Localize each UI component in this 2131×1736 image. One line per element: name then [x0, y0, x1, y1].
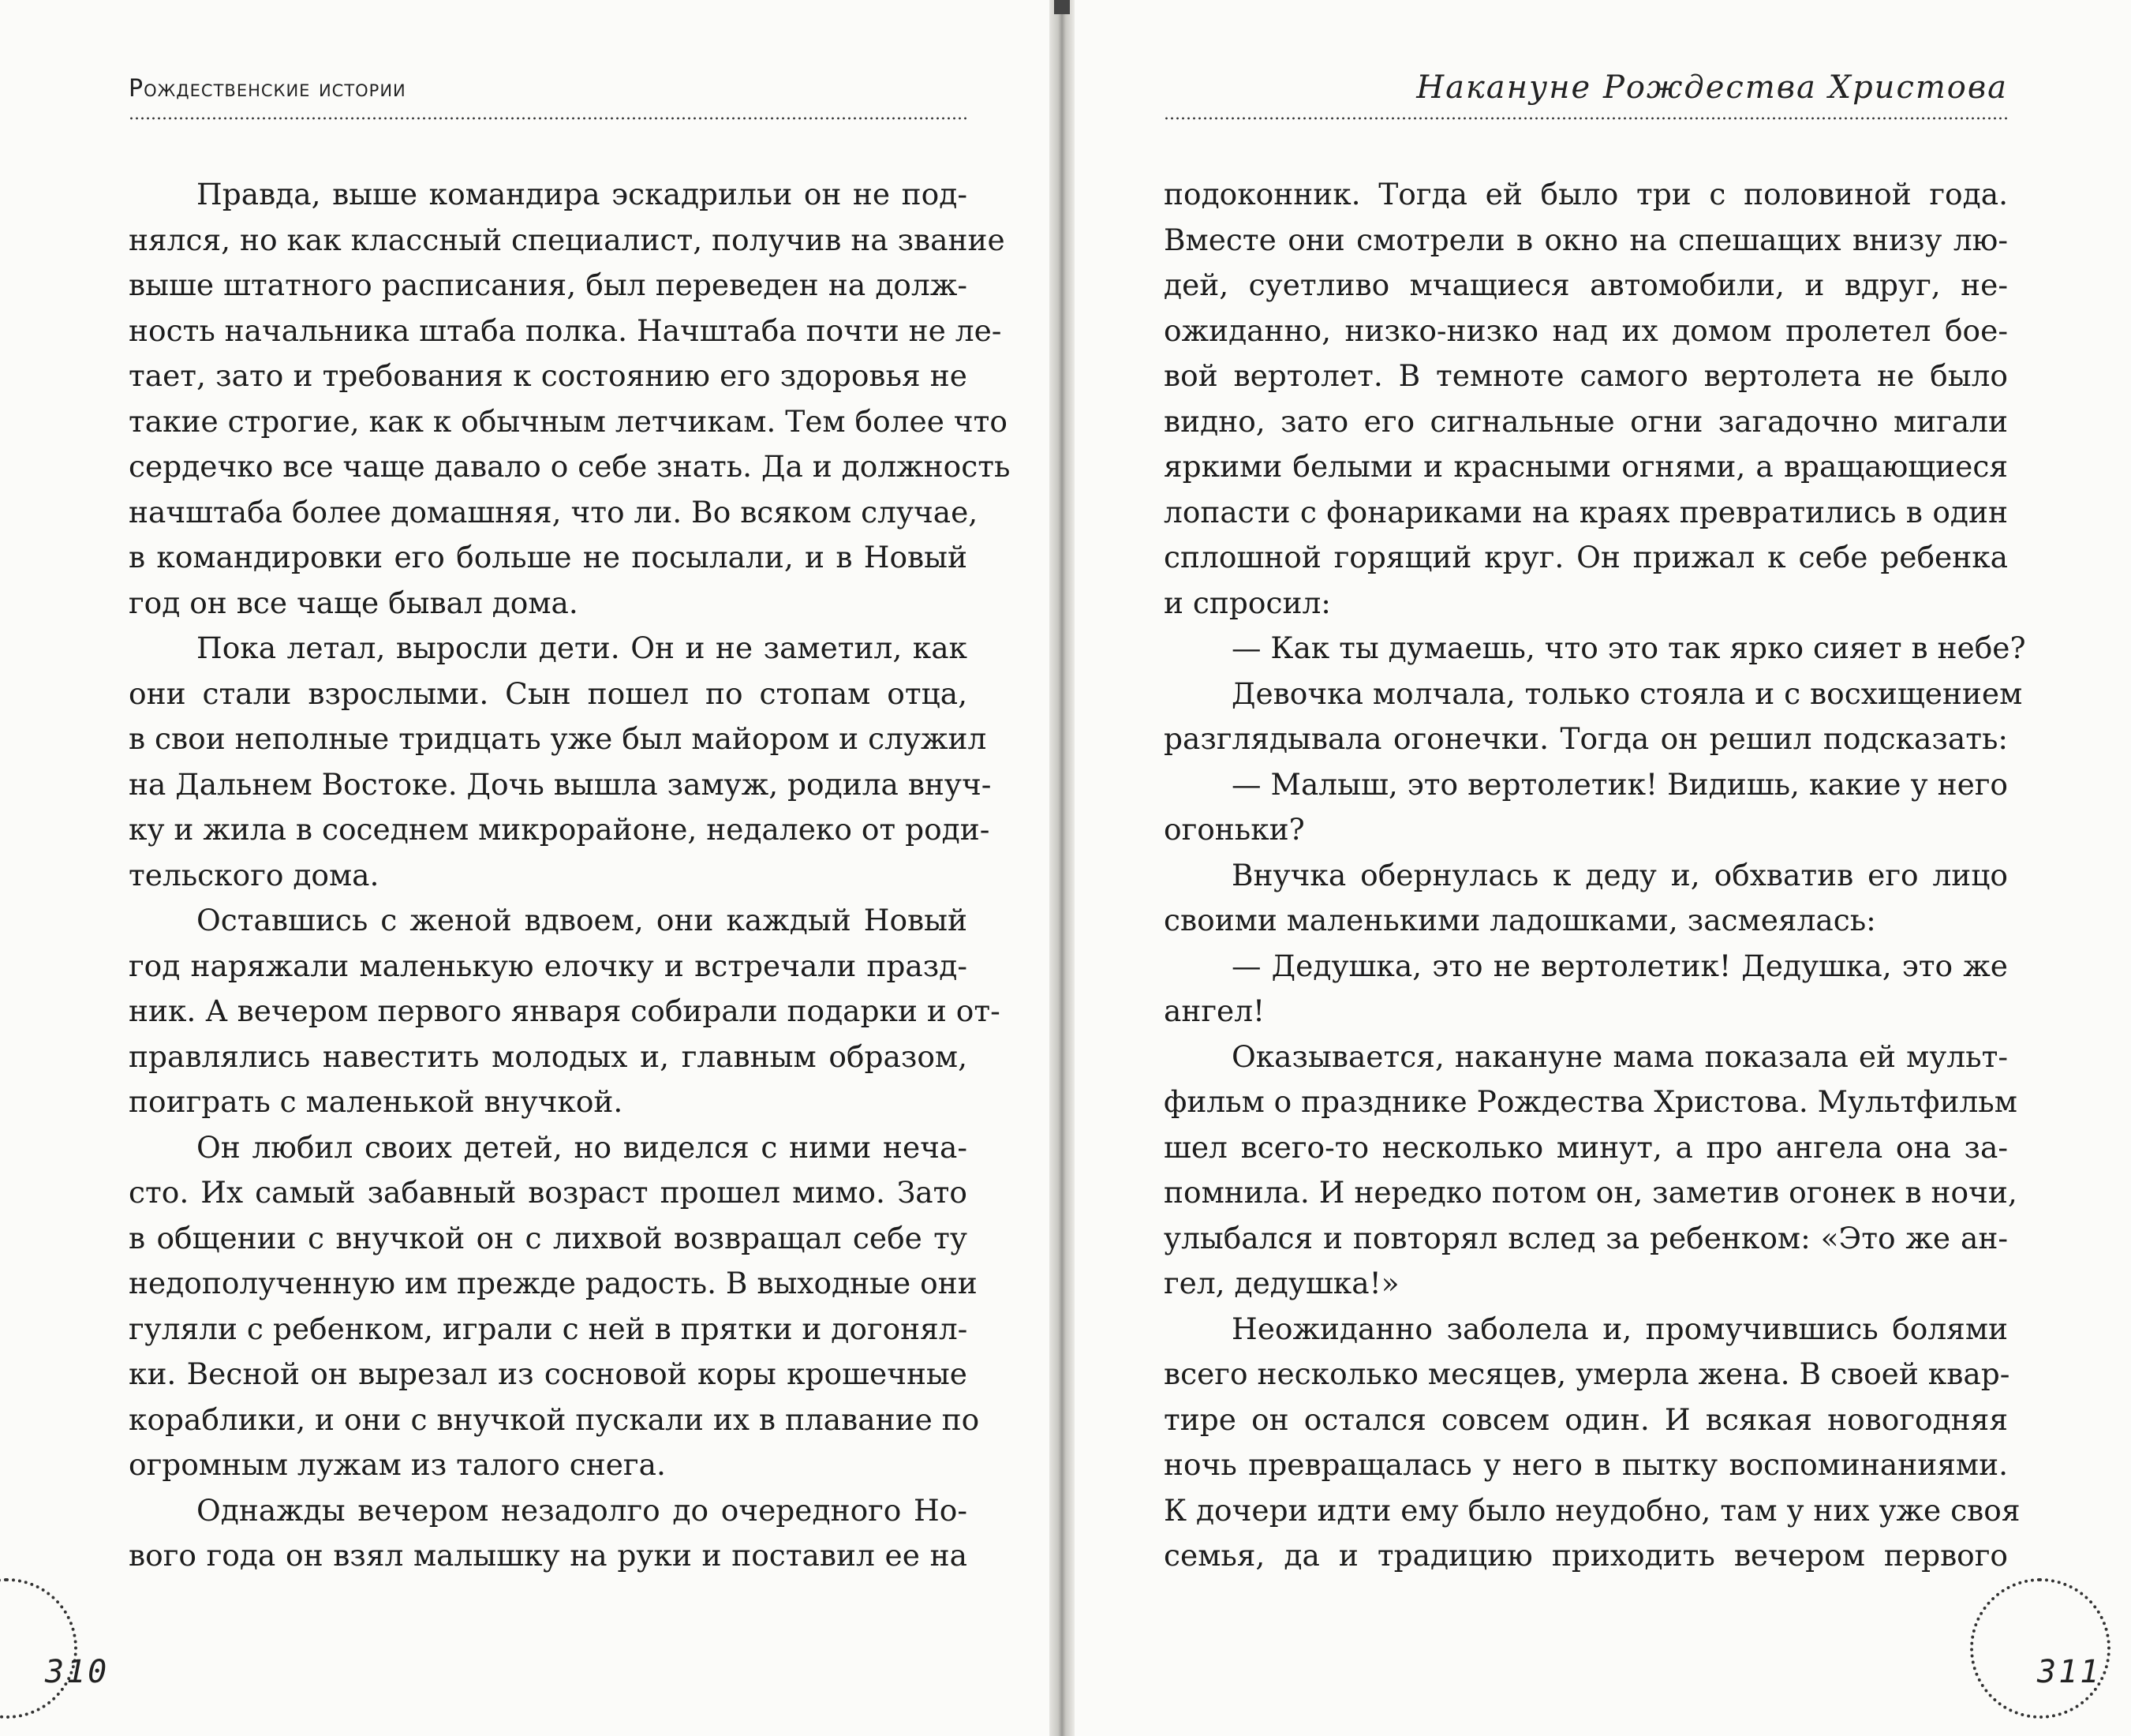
text-line: улыбался и повторял вслед за ребенком: «Это же ан- — [1164, 1220, 2008, 1255]
text-line: сто. Их самый забавный возраст прошел мимо. Зато — [129, 1175, 967, 1210]
page-number: 311 — [2037, 1654, 2102, 1690]
text-line: Он любил своих детей, но виделся с ними неча- — [196, 1129, 967, 1165]
text-line: Девочка молчала, только стояла и с восхищением — [1232, 675, 2023, 711]
text-line: начштаба более домашняя, что ли. Во всяком случае, — [129, 494, 978, 529]
text-line: недополученную им прежде радость. В выходные они — [129, 1266, 978, 1300]
text-line: сердечко все чаще давало о себе знать. Да и должность — [129, 449, 1011, 484]
text-line: в свои неполные тридцать уже был майором и служил — [129, 721, 987, 756]
text-line: ангел! — [1164, 993, 1266, 1028]
running-head-title: Рождественские истории — [129, 75, 406, 103]
text-line: лопасти с фонариками на краях превратились в один — [1164, 494, 2008, 529]
text-line: гел, дедушка!» — [1164, 1266, 1400, 1300]
text-line: выше штатного расписания, был переведен на долж- — [129, 268, 967, 302]
text-line: в командировки его больше не посылали, и в Новый — [129, 540, 967, 574]
text-line: Правда, выше командира эскадрильи он не под- — [196, 177, 967, 211]
text-line: правлялись навестить молодых и, главным образом, — [129, 1038, 967, 1074]
text-line: ность начальника штаба полка. Начштаба почти не ле- — [129, 312, 1002, 348]
text-line: — Как ты думаешь, что это так ярко сияет в небе? — [1232, 630, 2026, 665]
page-number: 310 — [45, 1654, 110, 1690]
running-head-title: Накануне Рождества Христова — [1416, 69, 2008, 106]
text-line: шел всего-то несколько минут, а про ангела она за- — [1164, 1129, 2008, 1165]
text-line: поиграть с маленькой внучкой. — [129, 1084, 623, 1119]
text-line: сплошной горящий круг. Он прижал к себе ребенка — [1164, 540, 2008, 574]
text-line: дей, суетливо мчащиеся автомобили, и вдруг, не- — [1164, 268, 2008, 302]
text-line: огромным лужам из талого снега. — [129, 1447, 666, 1482]
text-line: своими маленькими ладошками, засмеялась: — [1164, 903, 1876, 937]
text-line: ник. А вечером первого января собирали подарки и от- — [129, 993, 1000, 1028]
text-line: всего несколько месяцев, умерла жена. В своей квар- — [1164, 1356, 2010, 1391]
text-line: гуляли с ребенком, играли с ней в прятки и догонял- — [129, 1311, 968, 1346]
text-line: вого года он взял малышку на руки и поставил ее на — [129, 1538, 967, 1573]
text-line: помнила. И нередко потом он, заметив огонек в ночи, — [1164, 1175, 2017, 1210]
text-line: яркими белыми и красными огнями, а вращающиеся — [1164, 449, 2008, 484]
book-gutter — [1049, 0, 1075, 1736]
body-text — [1164, 172, 2026, 1579]
text-line: Оставшись с женой вдвоем, они каждый Новый — [196, 903, 967, 937]
right-page — [1075, 0, 2131, 1736]
page-corner-ornament — [1970, 1578, 2110, 1719]
text-line: кораблики, и они с внучкой пускали их в плавание по — [129, 1401, 980, 1437]
text-line: ожиданно, низко-низко над их домом пролетел бое- — [1164, 312, 2008, 348]
text-line: ночь превращалась у него в пытку воспоминаниями. — [1164, 1447, 2008, 1482]
text-line: ку и жила в соседнем микрорайоне, недалеко от роди- — [129, 812, 990, 847]
text-line: в общении с внучкой он с лихвой возвращал себе ту — [129, 1220, 967, 1255]
binding-mark — [1054, 0, 1070, 14]
text-line: тельского дома. — [129, 857, 379, 892]
text-line: Неожиданно заболела и, промучившись болями — [1232, 1311, 2008, 1346]
text-line: тает, зато и требования к состоянию его здоровья не — [129, 358, 967, 393]
text-line: они стали взрослыми. Сын пошел по стопам отца, — [129, 675, 967, 711]
text-line: Вместе они смотрели в окно на спешащих внизу лю- — [1164, 222, 2008, 257]
text-line: разглядывала огонечки. Тогда он решил подсказать: — [1164, 721, 2008, 756]
text-line: нялся, но как классный специалист, получив на звание — [129, 222, 1005, 257]
dotted-rule — [1164, 117, 2008, 120]
text-line: тире он остался совсем один. И всякая новогодняя — [1164, 1401, 2008, 1437]
text-line: и спросил: — [1164, 585, 1331, 620]
text-line: Однажды вечером незадолго до очередного Но- — [196, 1492, 967, 1528]
text-line: Оказывается, накануне мама показала ей мульт- — [1232, 1038, 2008, 1074]
text-line: фильм о празднике Рождества Христова. Мультфильм — [1164, 1084, 2017, 1119]
text-line: Внучка обернулась к деду и, обхватив его лицо — [1232, 857, 2008, 892]
text-line: ки. Весной он вырезал из сосновой коры крошечные — [129, 1356, 967, 1391]
text-line: вой вертолет. В темноте самого вертолета не было — [1164, 358, 2008, 393]
running-head-right — [1164, 62, 2008, 109]
left-page — [0, 0, 1049, 1736]
text-line: подоконник. Тогда ей было три с половиной года. — [1164, 177, 2008, 211]
running-head-left — [129, 62, 967, 109]
text-line: — Малыш, это вертолетик! Видишь, какие у него — [1232, 766, 2008, 802]
text-line: — Дедушка, это не вертолетик! Дедушка, это же — [1232, 948, 2008, 983]
text-line: такие строгие, как к обычным летчикам. Тем более что — [129, 403, 1008, 439]
text-line: огоньки? — [1164, 812, 1305, 847]
text-line: год он все чаще бывал дома. — [129, 585, 578, 620]
body-text — [129, 172, 1011, 1579]
page-corner-ornament — [0, 1578, 77, 1719]
text-line: Пока летал, выросли дети. Он и не заметил, как — [196, 630, 967, 665]
text-line: семья, да и традицию приходить вечером первого — [1164, 1538, 2008, 1573]
text-line: К дочери идти ему было неудобно, там у них уже своя — [1164, 1492, 2021, 1528]
text-line: год наряжали маленькую елочку и встречали празд- — [129, 948, 967, 983]
text-line: на Дальнем Востоке. Дочь вышла замуж, родила внуч- — [129, 766, 992, 802]
dotted-rule — [129, 117, 967, 120]
text-line: видно, зато его сигнальные огни загадочно мигали — [1164, 403, 2008, 439]
